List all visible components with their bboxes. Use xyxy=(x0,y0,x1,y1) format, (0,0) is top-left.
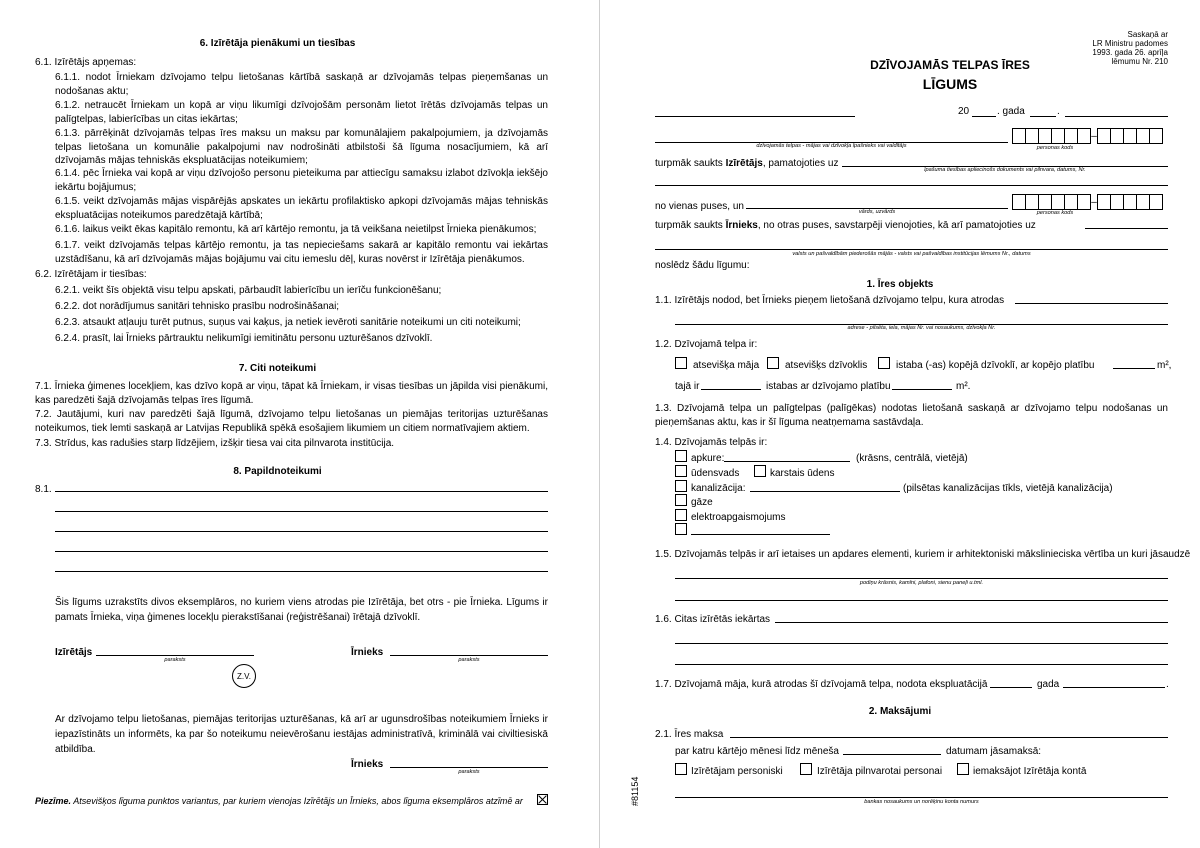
sewer-checkbox[interactable] xyxy=(675,480,687,492)
pay-authorized-label: Izīrētāja pilnvarotai personai xyxy=(817,766,943,777)
landlord-signature-caption: paraksts xyxy=(164,657,186,663)
clause-7-3: 7.3. Strīdus, kas radušies starp līdzējiem, izšķir tiesa vai cita pilnvarota institūcija. xyxy=(35,438,395,449)
rooms-label: istabas ar dzīvojamo platību xyxy=(766,381,891,392)
month-field[interactable] xyxy=(1065,116,1168,117)
rent-amount-field[interactable] xyxy=(730,737,1168,738)
address-field[interactable] xyxy=(1015,303,1168,304)
clause-1-2: 1.2. Dzīvojamā telpa ir: xyxy=(655,339,758,350)
approval-line-4: lēmumu Nr. 210 xyxy=(1111,57,1168,66)
landlord-signature-line[interactable] xyxy=(96,655,254,656)
commissioning-year-field[interactable] xyxy=(990,687,1032,688)
other-utility-checkbox[interactable] xyxy=(675,523,687,535)
living-area-field[interactable] xyxy=(892,389,952,390)
date-field[interactable] xyxy=(1030,116,1056,117)
additional-terms-line-5[interactable] xyxy=(55,571,548,572)
clause-1-4: 1.4. Dzīvojamās telpās ir: xyxy=(655,437,768,448)
decision-caption: valsts un pašvaldībām piederošās mājās - valsts vai pašvaldības institūcijas lēmums Nr., datums xyxy=(792,251,1031,257)
due-text: datumam jāsamaksā: xyxy=(946,746,1042,757)
total-area-unit: m², xyxy=(1157,360,1172,371)
hot-water-label: karstais ūdens xyxy=(770,468,835,479)
clause-1-1: 1.1. Izīrētājs nodod, bet Īrnieks pieņem lietošanā dzīvojamo telpu, kura atrodas xyxy=(655,295,1005,306)
note-label: Piezīme. xyxy=(35,796,72,806)
gas-label: gāze xyxy=(691,497,713,508)
clause-1-7: 1.7. Dzīvojamā māja, kurā atrodas šī dzīvojamā telpa, nodota ekspluatācijā xyxy=(655,679,988,690)
right-page xyxy=(600,0,1200,848)
clause-7-1: 7.1. Īrnieka ģimenes locekļiem, kas dzīvo kopā ar viņu, tāpat kā Īrniekam, ir visas tiesības un jāpilda visi pienākumi, kas paredzēti šajā dzīvojamās telpas īres līgumā. xyxy=(35,381,548,406)
tenant-signature-line-2[interactable] xyxy=(390,767,548,768)
clause-6-1-4: 6.1.4. pēc Īrnieka vai kopā ar viņu dzīvojošo personu pieteikuma par attiecīgu samaksu izlabot dzīvokļa iekšējo iekārtu bojājumus; xyxy=(55,168,548,193)
water-label: ūdensvads xyxy=(691,468,740,479)
pay-account-label: iemaksājot Izīrētāja kontā xyxy=(973,766,1087,777)
landlord-label: Izīrētājs xyxy=(55,647,93,658)
fire-rules-paragraph: Ar dzīvojamo telpu lietošanas, piemājas teritorijas uzturēšanas, kā arī ar ugunsdrošības noteikumiem Īrnieks ir iepazīstināts un informēts, ka par šo noteikumu neievērošanu iestājas administratīvā, kriminālā vai civiltiesiskā atbildība. xyxy=(55,714,548,755)
flat-label: atsevišķs dzīvoklis xyxy=(785,360,868,371)
bank-account-field[interactable] xyxy=(675,797,1168,798)
basis-field[interactable] xyxy=(1085,228,1168,229)
heating-label: apkure: xyxy=(691,453,725,464)
tenant-personal-code[interactable]: – xyxy=(1012,194,1162,210)
section-6-title: 6. Izīrētāja pienākumi un tiesības xyxy=(199,38,356,49)
clause-8-1: 8.1. xyxy=(35,484,52,495)
house-label: atsevišķa māja xyxy=(693,360,760,371)
landlord-designation: turpmāk saukts Izīrētājs, pamatojoties uz xyxy=(655,158,839,169)
electricity-label: elektroapgaismojums xyxy=(691,512,786,523)
architectural-field-2[interactable] xyxy=(675,600,1168,601)
clause-6-1-2: 6.1.2. netraucēt Īrniekam un kopā ar viņu likumīgi dzīvojošām personām lietot īrētās dzīvojamās telpas un palīgtelpas, labierīcības un citas iekārtas; xyxy=(55,100,548,125)
room-checkbox[interactable] xyxy=(878,357,890,369)
place-field[interactable] xyxy=(655,116,855,117)
electricity-checkbox[interactable] xyxy=(675,509,687,521)
approval-note xyxy=(1092,30,1168,66)
concluded-text: noslēdz šādu līgumu: xyxy=(655,260,750,271)
clause-6-2-3: 6.2.3. atsaukt atļauju turēt putnus, suņus vai kaķus, ja netiek ievēroti sanitārie noteikumi un citi noteikumi; xyxy=(55,317,521,328)
section-1-title: 1. Īres objekts xyxy=(866,279,934,290)
year-prefix: 20 xyxy=(958,106,970,117)
flat-checkbox[interactable] xyxy=(767,357,779,369)
approval-line-2: LR Ministru padomes xyxy=(1092,39,1168,48)
basis-field-2[interactable] xyxy=(655,249,1168,250)
clause-1-6: 1.6. Citas izīrētās iekārtas xyxy=(655,614,771,625)
pay-personally-label: Izīrētājam personiski xyxy=(691,766,783,777)
bank-account-caption: bankas nosaukums un norēķinu konta numurs xyxy=(864,799,979,805)
commissioning-year-label: gada xyxy=(1037,679,1060,690)
year-field[interactable] xyxy=(972,116,996,117)
clause-1-3: 1.3. Dzīvojamā telpa un palīgtelpas (palīgēkas) nodotas lietošanā saskaņā ar dzīvojamo telpu nodošanas un pieņemšanas aktu, kas ir šī līguma neatņemama sastāvdaļa. xyxy=(655,403,1168,428)
includes-label: tajā ir xyxy=(675,381,700,392)
other-equipment-field-3[interactable] xyxy=(675,664,1168,665)
clause-6-1-6: 6.1.6. laikus veikt ēkas kapitālo remontu, kā arī kārtējo remontu, ja tā veikšana neietilpst Īrnieka pienākumos; xyxy=(55,224,537,235)
tenant-label-2: Īrnieks xyxy=(351,759,384,770)
section-7-title: 7. Citi noteikumi xyxy=(238,363,317,374)
heating-hint: (krāsns, centrālā, vietējā) xyxy=(856,453,968,464)
ownership-document-field-2[interactable] xyxy=(655,185,1168,186)
clause-6-2-2: 6.2.2. dot norādījumus sanitāri tehnisko prasību nodrošināšanai; xyxy=(55,301,340,312)
clause-6-1-7: 6.1.7. veikt dzīvojamās telpas kārtējo remontu, ja tas nepieciešams sakarā ar kapitālo remontu vai iekārtas uzstādīšanu, kā arī dzīvojamās mājas bojājumu vai citu iemeslu dēļ, kuras novērst ir Izīrētāja pienākumos. xyxy=(55,240,548,265)
clause-1-5: 1.5. Dzīvojamās telpās ir arī ietaises un apdares elementi, kuriem ir arhitektoniski mākslinieciska vērtība un kuri jāsaudzē xyxy=(655,549,1191,560)
approval-line-1: Saskaņā ar xyxy=(1127,30,1168,39)
sewer-label: kanalizācija: xyxy=(691,483,746,494)
hot-water-checkbox[interactable] xyxy=(754,465,766,477)
tenant-label: Īrnieks xyxy=(351,647,384,658)
other-equipment-field-2[interactable] xyxy=(675,643,1168,644)
stamp-placeholder: Z.V. xyxy=(232,664,256,688)
clause-6-1-1: 6.1.1. nodot Īrniekam dzīvojamo telpu lietošanas kārtībā saskaņā ar dzīvojamās telpas pieņemšanas un nodošanas aktu; xyxy=(55,72,548,97)
due-day-field[interactable] xyxy=(843,754,941,755)
one-side-text: no vienas puses, un xyxy=(655,201,744,212)
date-dot: . xyxy=(1057,106,1060,117)
clause-6-2-4: 6.2.4. prasīt, lai Īrnieks pārtrauktu nelikumīgi iemitinātu personu uzturēšanos dzīvoklī. xyxy=(55,333,433,344)
note xyxy=(35,795,523,808)
heating-checkbox[interactable] xyxy=(675,450,687,462)
clause-6-1: 6.1. Izīrētājs apņemas: xyxy=(35,57,137,68)
landlord-name-caption: dzīvojamās telpas - mājas vai dzīvokļa īpašnieks vai valdītājs xyxy=(756,143,907,149)
room-label: istaba (-as) kopējā dzīvoklī, ar kopējo platību xyxy=(896,360,1095,371)
sewer-field[interactable] xyxy=(750,491,900,492)
clause-6-2-1: 6.2.1. veikt šīs objektā visu telpu apskati, pārbaudīt labierīcību un ierīču funkcionēšanu; xyxy=(55,285,442,296)
address-caption: adrese - pilsēta, iela, mājas Nr. vai nosaukums, dzīvokļa Nr. xyxy=(847,325,996,331)
ownership-caption: īpašuma tiesības apliecinošs dokuments vai pilnvara, datums, Nr. xyxy=(924,167,1086,173)
clause-6-2: 6.2. Izīrētājam ir tiesības: xyxy=(35,269,147,280)
tenant-signature-caption-2: paraksts xyxy=(458,769,480,775)
pay-authorized-checkbox[interactable] xyxy=(800,763,812,775)
clause-2-1: 2.1. Īres maksa xyxy=(655,729,724,740)
heating-field[interactable] xyxy=(724,461,850,462)
total-area-field[interactable] xyxy=(1113,368,1155,369)
approval-line-3: 1993. gada 26. aprīļa xyxy=(1092,48,1168,57)
tenant-name-caption: vārds, uzvārds xyxy=(858,209,896,215)
clause-7-2: 7.2. Jautājumi, kuri nav paredzēti šajā līgumā, dzīvojamo telpu lietošanas un piemājas teritorijas uzturēšanas noteikumos, tiek lemti saskaņā ar Latvijas Republikā spēkā esošajiem likumiem un citiem normatīvajiem aktiem. xyxy=(35,409,548,434)
tenant-signature-line[interactable] xyxy=(390,655,548,656)
clause-6-1-3: 6.1.3. pārrēķināt dzīvojamās telpas īres maksu un maksu par komunālajiem pakalpojumiem, ja dzīvojamās telpas lietošana un komunālie pakalpojumi nav nodrošināti atbilstoši šā līguma nosacījumiem, kā arī dzīvojamās mājas tehniskās ekspluatācijas noteikumiem; xyxy=(55,128,548,166)
section-2-title: 2. Maksājumi xyxy=(868,706,932,717)
monthly-text: par katru kārtējo mēnesi līdz mēneša xyxy=(675,746,839,757)
house-checkbox[interactable] xyxy=(675,357,687,369)
pay-personally-checkbox[interactable] xyxy=(675,763,687,775)
landlord-personal-code[interactable]: – xyxy=(1012,128,1162,144)
other-equipment-field[interactable] xyxy=(775,622,1168,623)
additional-terms-line-2[interactable] xyxy=(55,511,548,512)
form-number: #81154 xyxy=(630,776,640,806)
document-title: DZĪVOJAMĀS TELPAS ĪRES xyxy=(870,58,1030,72)
rooms-count-field[interactable] xyxy=(701,389,761,390)
tenant-code-caption: personas kods xyxy=(1036,210,1074,216)
copies-paragraph: Šis līgums uzrakstīts divos eksemplāros, no kuriem viens atrodas pie Izīrētāja, bet otrs - pie Īrnieka. Līgums ir pamats Īrnieka, viņa ģimenes locekļu pierakstīšanai (reģistrēšanai) īrētajā dzīvoklī. xyxy=(55,597,548,623)
architectural-caption: podiņu krāsnis, kamīni, plafoni, sienu paneļi u.tml. xyxy=(859,580,984,586)
document-subtitle: LĪGUMS xyxy=(922,76,978,92)
architectural-field[interactable] xyxy=(675,578,1168,579)
x-mark-icon xyxy=(537,794,548,805)
year-suffix: . gada xyxy=(997,106,1025,117)
tenant-signature-caption: paraksts xyxy=(458,657,480,663)
tenant-designation: turpmāk saukts Īrnieks, no otras puses, savstarpēji vienojoties, kā arī pamatojoties uz xyxy=(655,220,1036,231)
pay-account-checkbox[interactable] xyxy=(957,763,969,775)
water-checkbox[interactable] xyxy=(675,465,687,477)
landlord-code-caption: personas kods xyxy=(1036,145,1074,151)
clause-6-1-5: 6.1.5. veikt dzīvojamās mājas vispārējās apskates un iekārtu profilaktisko apkopi dzīvojamās mājas tehniskās ekspluatācijas noteikumos paredzētajā kārtībā; xyxy=(55,196,548,221)
gas-checkbox[interactable] xyxy=(675,494,687,506)
additional-terms-line-4[interactable] xyxy=(55,551,548,552)
clause-1-7-end: . xyxy=(1166,679,1169,690)
other-utility-field[interactable] xyxy=(691,534,830,535)
note-text: Atsevišķos līguma punktos variantus, par kuriem vienojas Izīrētājs un Īrnieks, abos līguma eksemplāros atzīmē ar xyxy=(71,796,523,806)
living-area-unit: m². xyxy=(956,381,971,392)
section-8-title: 8. Papildnoteikumi xyxy=(233,466,322,477)
sewer-hint: (pilsētas kanalizācijas tīkls, vietējā kanalizācija) xyxy=(903,483,1113,494)
commissioning-extra-field[interactable] xyxy=(1063,687,1165,688)
additional-terms-line-3[interactable] xyxy=(55,531,548,532)
additional-terms-line-1[interactable] xyxy=(55,491,548,492)
